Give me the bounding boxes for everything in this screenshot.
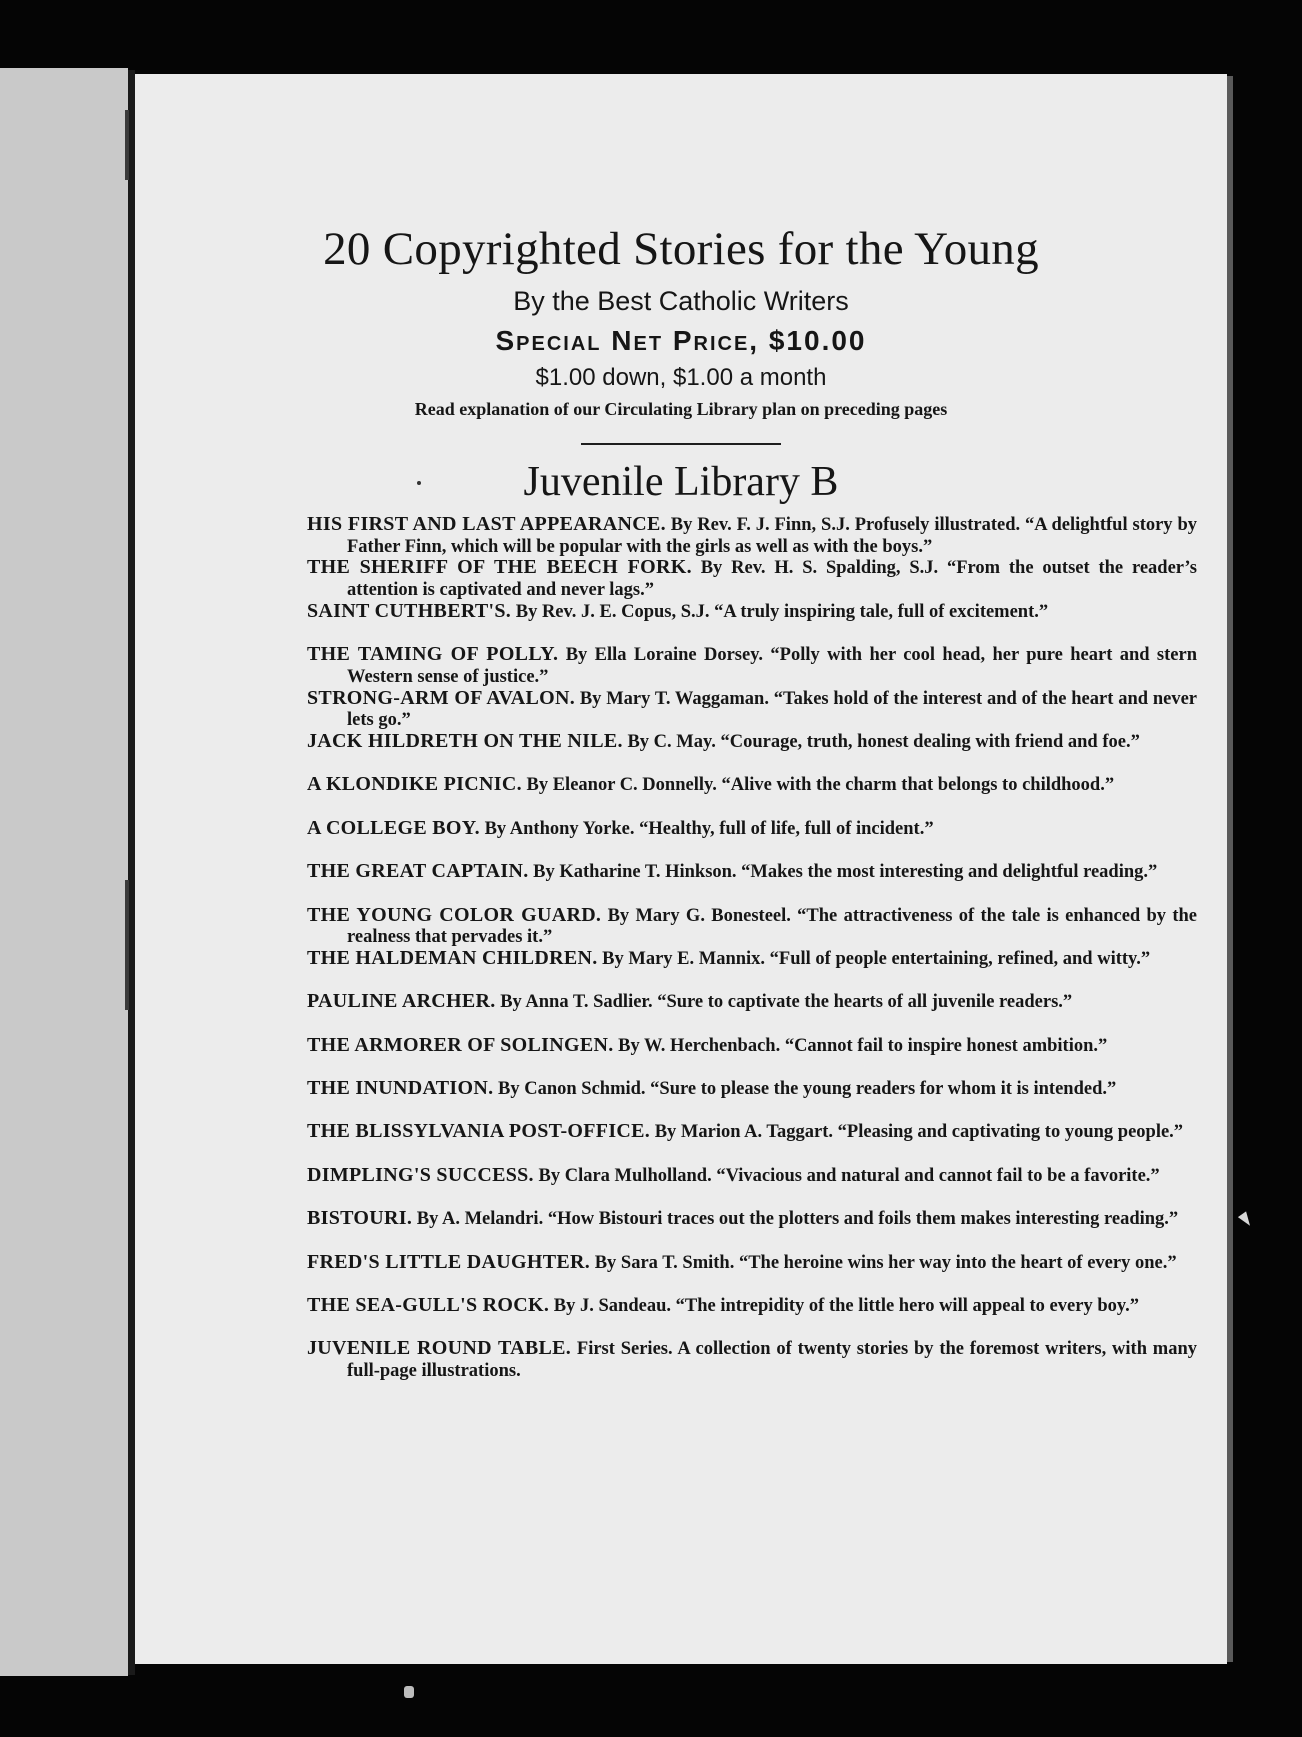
book-entry — [307, 601, 1197, 644]
page-subtitle: By the Best Catholic Writers — [513, 286, 849, 316]
book-entry — [307, 1121, 1197, 1164]
book-entry — [307, 905, 1197, 948]
ink-dot — [417, 481, 421, 485]
book-description: By Anna T. Sadlier. “Sure to captivate the hearts of all juvenile readers.” — [500, 992, 1073, 1013]
book-entry — [307, 644, 1197, 687]
book-title: HIS FIRST AND LAST APPEARANCE. — [307, 514, 666, 535]
book-entry — [307, 991, 1197, 1034]
book-entry — [307, 1035, 1197, 1078]
book-title: THE SHERIFF OF THE BEECH FORK. — [307, 557, 692, 579]
book-title: BISTOURI. — [307, 1208, 413, 1230]
book-entry — [307, 557, 1197, 600]
book-entry — [307, 1252, 1197, 1295]
book-entry — [307, 514, 1197, 557]
book-title: THE BLISSYLVANIA POST-OFFICE. — [307, 1121, 651, 1143]
book-description: By J. Sandeau. “The intrepidity of the little hero will appeal to every boy.” — [553, 1296, 1139, 1317]
book-title: FRED'S LITTLE DAUGHTER. — [307, 1251, 591, 1273]
book-entry — [307, 818, 1197, 861]
book-entry — [307, 774, 1197, 817]
book-title: THE HALDEMAN CHILDREN. — [307, 947, 598, 969]
book-title: A COLLEGE BOY. — [307, 817, 480, 839]
book-title: THE SEA-GULL'S ROCK. — [307, 1295, 550, 1317]
book-description: By Eleanor C. Donnelly. “Alive with the charm that belongs to childhood.” — [526, 775, 1115, 796]
book-description: By Canon Schmid. “Sure to please the young readers for whom it is intended.” — [498, 1079, 1117, 1100]
book-entry — [307, 688, 1197, 731]
book-entry — [307, 1165, 1197, 1208]
book-gutter — [128, 70, 135, 1675]
book-entry — [307, 948, 1197, 991]
page-right-edge — [1227, 76, 1233, 1662]
library-title: Juvenile Library B — [523, 459, 839, 505]
book-description: By Clara Mulholland. “Vivacious and natural and cannot fail to be a favorite.” — [538, 1165, 1160, 1186]
book-description: By Mary E. Mannix. “Full of people entertaining, refined, and witty.” — [602, 948, 1151, 969]
section-divider — [581, 443, 781, 445]
spine-mark — [125, 880, 129, 1010]
book-list — [307, 514, 1197, 1382]
book-description: By Mary G. Bonesteel. “The attractiveness of the tale is enhanced by the realness that pervades it.” — [347, 905, 1197, 948]
book-description: By Marion A. Taggart. “Pleasing and captivating to young people.” — [654, 1122, 1184, 1143]
book-description: By Rev. J. E. Copus, S.J. “A truly inspiring tale, full of excitement.” — [515, 601, 1049, 622]
book-title: THE GREAT CAPTAIN. — [307, 861, 529, 883]
book-description: By Anthony Yorke. “Healthy, full of life, full of incident.” — [484, 818, 934, 839]
book-title: THE ARMORER OF SOLINGEN. — [307, 1034, 614, 1056]
book-description: By Rev. F. J. Finn, S.J. Profusely illustrated. “A delightful story by Father Finn, which will be popular with the girls as well as with the boys.” — [347, 515, 1197, 557]
book-description: By Rev. H. S. Spalding, S.J. “From the outset the reader’s attention is captivated and never lags.” — [347, 558, 1197, 601]
book-title: THE YOUNG COLOR GUARD. — [307, 904, 602, 926]
book-entry — [307, 1338, 1197, 1381]
payment-terms: $1.00 down, $1.00 a month — [535, 364, 827, 391]
book-description: By A. Melandri. “How Bistouri traces out the plotters and foils them makes interesting reading.” — [416, 1209, 1179, 1230]
special-price: Special Net Price, $10.00 — [495, 325, 867, 356]
book-title: STRONG-ARM OF AVALON. — [307, 687, 575, 709]
book-description: By W. Herchenbach. “Cannot fail to inspire honest ambition.” — [618, 1035, 1108, 1056]
book-title: A KLONDIKE PICNIC. — [307, 774, 522, 796]
spine-mark — [125, 110, 129, 180]
book-title: JACK HILDRETH ON THE NILE. — [307, 730, 623, 752]
book-title: JUVENILE ROUND TABLE. — [307, 1338, 572, 1360]
book-entry — [307, 1078, 1197, 1121]
book-description: By Katharine T. Hinkson. “Makes the most interesting and delightful reading.” — [533, 862, 1158, 883]
book-title: PAULINE ARCHER. — [307, 991, 496, 1013]
book-description: By Mary T. Waggaman. “Takes hold of the interest and of the heart and never lets go.” — [347, 688, 1197, 731]
book-description: By Sara T. Smith. “The heroine wins her way into the heart of every one.” — [594, 1252, 1177, 1273]
catalog-page — [135, 74, 1227, 1664]
book-title: DIMPLING'S SUCCESS. — [307, 1164, 534, 1186]
book-title: THE TAMING OF POLLY. — [307, 644, 559, 666]
book-entry — [307, 861, 1197, 904]
book-entry — [307, 1208, 1197, 1251]
book-entry — [307, 1295, 1197, 1338]
cursor-arrow-icon — [1238, 1211, 1254, 1228]
scan-speck — [404, 1686, 414, 1698]
facing-page-edge — [0, 68, 128, 1676]
page-title: 20 Copyrighted Stories for the Young — [323, 223, 1039, 275]
book-description: By Ella Loraine Dorsey. “Polly with her cool head, her pure heart and stern Western sense of justice.” — [347, 645, 1197, 687]
book-description: First Series. A collection of twenty stories by the foremost writers, with many full-page illustrations. — [347, 1339, 1197, 1382]
book-description: By C. May. “Courage, truth, honest dealing with friend and foe.” — [627, 731, 1140, 752]
book-title: THE INUNDATION. — [307, 1078, 494, 1100]
book-entry — [307, 731, 1197, 774]
library-plan-note: Read explanation of our Circulating Library plan on preceding pages — [414, 399, 948, 419]
book-title: SAINT CUTHBERT'S. — [307, 600, 512, 622]
